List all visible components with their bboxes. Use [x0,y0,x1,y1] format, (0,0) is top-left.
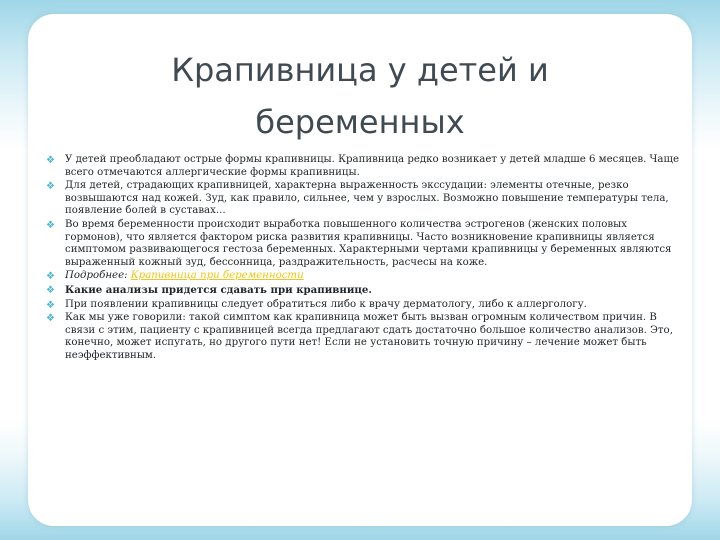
bullet-icon: ❖ [46,181,55,193]
bullet-icon: ❖ [46,299,55,311]
bullet-icon: ❖ [46,313,55,325]
list-item-text: Для детей, страдающих крапивницей, характерна выраженность экссудации: элементы отечные, резко возвышаются над кожей. Зуд, как правило, сильнее, чем у взрослых. Возможно повышение температуры тела, появление болей в суставах... [65,180,669,217]
details-link[interactable]: Крапивница при беременности [130,270,304,282]
list-item [46,270,680,283]
slide-title-line2: беременных [255,103,465,141]
list-item-text: При появлении крапивницы следует обратиться либо к врачу дерматологу, либо к аллергологу. [65,298,587,310]
slide-title [60,44,660,148]
list-item-text: Во время беременности происходит выработка повышенного количества эстрогенов (женских половых гормонов), что является фактором риска развития крапивницы. Часто возникновение крапивницы является симптомом развивающегося гестоза беременных. Характерными чертами крапивницы у беременных являются выраженный кожный зуд, бессонница, раздражительность, расчесы на коже. [65,218,672,268]
list-item [46,312,680,362]
bullet-icon: ❖ [46,271,55,283]
list-item [46,299,680,312]
list-item [46,154,680,179]
bullet-icon: ❖ [46,219,55,231]
bullet-icon: ❖ [46,155,55,166]
bullet-icon: ❖ [46,284,55,296]
list-item [46,284,680,298]
analyses-heading: Какие анализы придется сдавать при крапивнице. [65,283,372,296]
details-prefix: Подробнее: [65,270,131,282]
list-item [46,180,680,218]
list-item-text: Как мы уже говорили: такой симптом как крапивница может быть вызван огромным количеством причин. В связи с этим, пациенту с крапивницей всегда предлагают сдать достаточно большое количество анализов. Это, конечно, может испугать, но другого пути нет! Если не установить точную причину – лечение может быть неэффективным. [65,312,673,361]
content-list [46,154,680,364]
list-item-text: У детей преобладают острые формы крапивницы. Крапивница редко возникает у детей младше 6 месяцев. Чаще всего отмечаются аллергические формы крапивницы. [65,154,680,178]
list-item [46,219,680,269]
slide-title-line1: Крапивница у детей и [171,51,549,89]
